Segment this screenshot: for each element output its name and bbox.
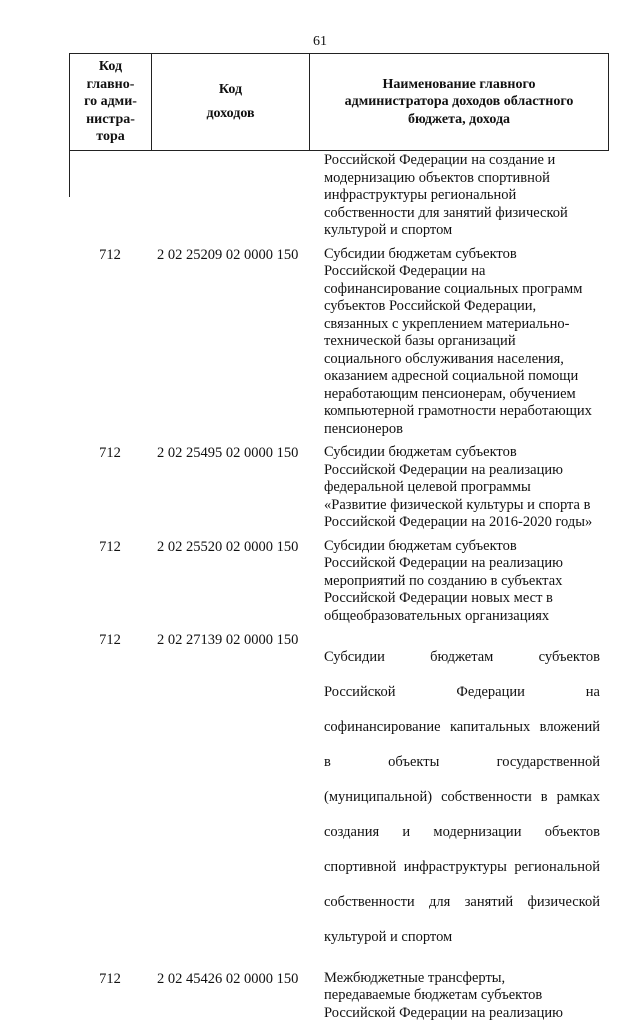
- table-row: [69, 970, 609, 1022]
- page-number: 61: [0, 34, 640, 50]
- admin-code: 712: [69, 631, 151, 650]
- income-name: Межбюджетные трансферты, передаваемые бюджетам субъектов Российской Федерации на реализацию: [324, 970, 600, 1022]
- table-row: [69, 444, 609, 532]
- table-row: [69, 538, 609, 626]
- income-name-line: в объекты государственной: [324, 754, 600, 772]
- income-name-line: (муниципальной) собственности в рамках: [324, 789, 600, 807]
- admin-code: [69, 152, 151, 153]
- admin-code: 712: [69, 970, 151, 989]
- admin-code: 712: [69, 444, 151, 463]
- income-code: 2 02 25520 02 0000 150: [151, 538, 316, 557]
- table-row: [69, 246, 609, 439]
- header-name: Наименование главного администратора доходов областного бюджета, дохода: [310, 54, 608, 150]
- income-name: Субсидии бюджетам субъектов Российской Федерации на софинансирование социальных программ субъектов Российской Федерации, связанных с укреплением материально- технической базы организаций социального обслуживания населения, оказанием адресной социальной помощи неработающим пенсионерам, обучением компьютерной грамотности неработающих пенсионеров: [324, 246, 600, 439]
- income-name-line: создания и модернизации объектов: [324, 824, 600, 842]
- header-income-code: Код доходов: [152, 54, 310, 150]
- income-code: [151, 152, 316, 153]
- table-header: [69, 53, 609, 151]
- income-code: 2 02 25495 02 0000 150: [151, 444, 316, 463]
- income-name-line: культурой и спортом: [324, 929, 600, 947]
- admin-code: 712: [69, 246, 151, 265]
- income-name: Российской Федерации на создание и модернизацию объектов спортивной инфраструктуры региональной собственности для занятий физической культурой и спортом: [324, 152, 600, 240]
- header-admin-code: Код главно- го адми- нистра- тора: [70, 54, 152, 150]
- admin-code: 712: [69, 538, 151, 557]
- income-name-line: спортивной инфраструктуры региональной: [324, 859, 600, 877]
- income-name: Субсидии бюджетам субъектов Российской Федерации на реализацию федеральной целевой программы «Развитие физической культуры и спорта в Российской Федерации на 2016-2020 годы»: [324, 444, 600, 532]
- income-name-line: Российской Федерации на: [324, 684, 600, 702]
- income-code: 2 02 25209 02 0000 150: [151, 246, 316, 265]
- table-body: [69, 152, 609, 1022]
- table-row: [69, 631, 609, 964]
- income-code: 2 02 27139 02 0000 150: [151, 631, 316, 650]
- income-name-line: Субсидии бюджетам субъектов: [324, 649, 600, 667]
- income-code: 2 02 45426 02 0000 150: [151, 970, 316, 989]
- table-row: [69, 152, 609, 240]
- income-name-line: собственности для занятий физической: [324, 894, 600, 912]
- income-name: [324, 631, 600, 964]
- income-name: Субсидии бюджетам субъектов Российской Федерации на реализацию мероприятий по созданию в субъектах Российской Федерации новых мест в общеобразовательных организациях: [324, 538, 600, 626]
- income-name-line: софинансирование капитальных вложений: [324, 719, 600, 737]
